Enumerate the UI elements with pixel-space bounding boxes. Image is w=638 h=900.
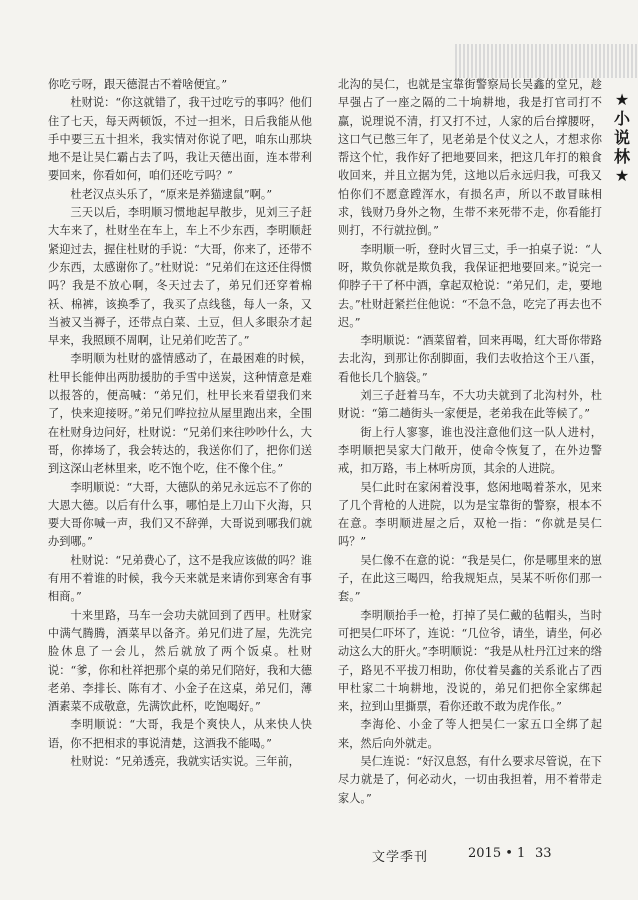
section-tab-char: ★ bbox=[614, 90, 630, 109]
paragraph: 杜财说：“你这就错了，我干过吃亏的事吗？他们住了七天，每天两顿饭，不过一担米，日后我能从他手中要三五十担米，我实情对你说了吧，咱东山那块地不是让吴仁霸占去了吗，我让天德出面，连本带利要回来，你看如何，咱们还吃亏吗？” bbox=[48, 96, 312, 183]
issue-number: 2015 • 1 bbox=[468, 846, 526, 861]
section-tab-char: 林 bbox=[613, 147, 630, 166]
paragraph: 杜老汉点头乐了，“原来是养猫逮鼠”啊。” bbox=[70, 187, 273, 201]
paragraph: 杜财说：“兄弟费心了，这不是我应该做的吗？谁有用不着谁的时候，我今天来就是来请你到寒舍有事相商。” bbox=[48, 553, 312, 604]
paragraph: 李明顺一听，登时火冒三丈，手一拍桌子说：“人呀，欺负你就是欺负我，我保证把地要回来。”说完一仰脖子干了杯中酒，拿起双枪说：“弟兄们，走，要地去。”杜财赶紧拦住他说：“不急不急，吃完了再去也不迟。” bbox=[338, 242, 602, 329]
page-footer bbox=[372, 846, 612, 866]
paragraph: 李明顺说：“大哥，我是个爽快人，从来快人快语，你不把相求的事说清楚，这酒我不能喝。” bbox=[48, 718, 312, 750]
paragraph: 吴仁像不在意的说：“我是吴仁，你是哪里来的崽子，在此这三喝四，给我规矩点，吴某不听你们那一套。” bbox=[338, 553, 602, 604]
paragraph: 李明顺说：“大哥，大德队的弟兄永远忘不了你的大恩大德。以后有什么事，哪怕是上刀山下火海，只要大哥你喊一声，我们又不辞弹，大哥说到哪我们就办到哪。” bbox=[48, 480, 312, 549]
paragraph: 北沟的吴仁，也就是宝靠街警察局长吴鑫的堂兄，趁早强占了一座之隔的二十垧耕地，我是打官司打不赢，说理说不清，打又打不过，人家的后台撑腰呀，这口气已憋三年了，见老弟是个仗义之人，才想求你帮这个忙，我作好了把地要回来，把这几年打的粮食收回来，并且立据为凭，这地以后永远归我，可我又怕你们不愿意蹚浑水，有损名声，所以不敢冒昧相求，钱财乃身外之物，生带不来死带不走，你看能打则打，不行就拉倒。” bbox=[338, 78, 602, 238]
section-tab-char: 说 bbox=[613, 128, 630, 147]
paragraph: 三天以后，李明顺习惯地起早散步，见刘三子赶大车来了，杜财坐在车上，车上不少东西，李明顺赶紧迎过去，握住杜财的手说：“大哥，你来了，还带不少东西，太感谢你了。”杜财说：“兄弟们在这还住得惯吗？我是不放心啊，冬天过去了，弟兄们还穿着棉袄、棉裤，该换季了，我买了点线毯，每人一条，又当被又当褥子，还带点白菜、土豆，但人多眼杂才起早来，我照顾不周啊，让兄弟们吃苦了。” bbox=[48, 206, 312, 348]
section-tab-char: 小 bbox=[613, 109, 630, 128]
paragraph: 刘三子赶着马车，不大功夫就到了北沟村外，杜财说：“第二趟街头一家便是，老弟我在此等候了。” bbox=[338, 389, 602, 421]
decorative-stripe-bar bbox=[455, 44, 638, 78]
paragraph: 李明顺抬手一枪，打掉了吴仁戴的毡帽头，当时可把吴仁吓坏了，连说：“几位爷，请坐，请坐，何必动这么大的肝火。”李明顺说：“我是从杜丹江过来的绺子，路见不平拔刀相助，你仗着吴鑫的关系讹占了西甲杜家二十垧耕地，没说的，弟兄们把你全家绑起来，拉到山里撕票，看你还敢不敢为虎作伥。” bbox=[338, 608, 602, 714]
paragraph: 十来里路，马车一会功夫就回到了西甲。杜财家中满气腾腾，酒菜早以备齐。弟兄们进了屋，先洗完脸休息了一会儿，然后就放了两个饭桌。杜财说：“爹，你和杜祥把那个桌的弟兄们陪好，我和大德老弟、李排长、陈有才、小金子在这桌，弟兄们，薄酒素菜不成敬意，先满饮此杯，吃饱喝好。” bbox=[48, 608, 312, 714]
paragraph: 杜财说：“兄弟透亮，我就实话实说。三年前， bbox=[70, 754, 300, 768]
left-text-column bbox=[48, 76, 312, 771]
section-tab-char: ★ bbox=[614, 166, 630, 185]
paragraph: 李明顺为杜财的盛情感动了，在最困难的时候，杜甲长能伸出两肋援肋的手雪中送炭，这种情意是难以报答的，便高喊：“弟兄们，杜甲长来看望我们来了，快来迎接呀。”弟兄们哗拉拉从屋里跑出来，全围在杜财身边问好，杜财说：“兄弟们来往吵吵什么，大哥，你捧场了，我会转达的，我送你们了，把你们送到这深山老林里来，吃不饱个吃，住不像个住。” bbox=[48, 352, 312, 476]
right-text-column bbox=[338, 76, 602, 808]
paragraph: 街上行人寥寥，谁也没注意他们这一队人进村，李明顺把吴家大门敞开，使命令恢复了，在外边警戒，扣万路，韦上林听房顶，其余的人进院。 bbox=[338, 425, 602, 476]
paragraph: 你吃亏呀，跟天德混古不着啥便宜。” bbox=[48, 78, 228, 91]
paragraph: 李海伦、小金了等人把吴仁一家五口全绑了起来，然后向外就走。 bbox=[338, 718, 602, 750]
journal-title: 文学季刊 bbox=[372, 850, 429, 865]
paragraph: 吴仁此时在家闲着没事，悠闲地喝着茶水，见来了几个背枪的人进院，以为是宝靠街的警察，根本不在意。李明顺进屋之后，双枪一指：“你就是吴仁吗？” bbox=[338, 480, 602, 549]
paragraph: 吴仁连说：“好汉息怒，有什么要求尽管说，在下尽力就是了，何必动火，一切由我担着，用不着带走家人。” bbox=[338, 754, 602, 805]
paragraph: 李明顺说：“酒菜留着，回来再喝，红大哥你带路去北沟，到那让你刮脚面，我们去收拾这个王八蛋，看他长几个脑袋。” bbox=[338, 334, 602, 384]
section-tab-fiction-forest bbox=[610, 90, 634, 185]
page-number: 33 bbox=[535, 846, 552, 861]
